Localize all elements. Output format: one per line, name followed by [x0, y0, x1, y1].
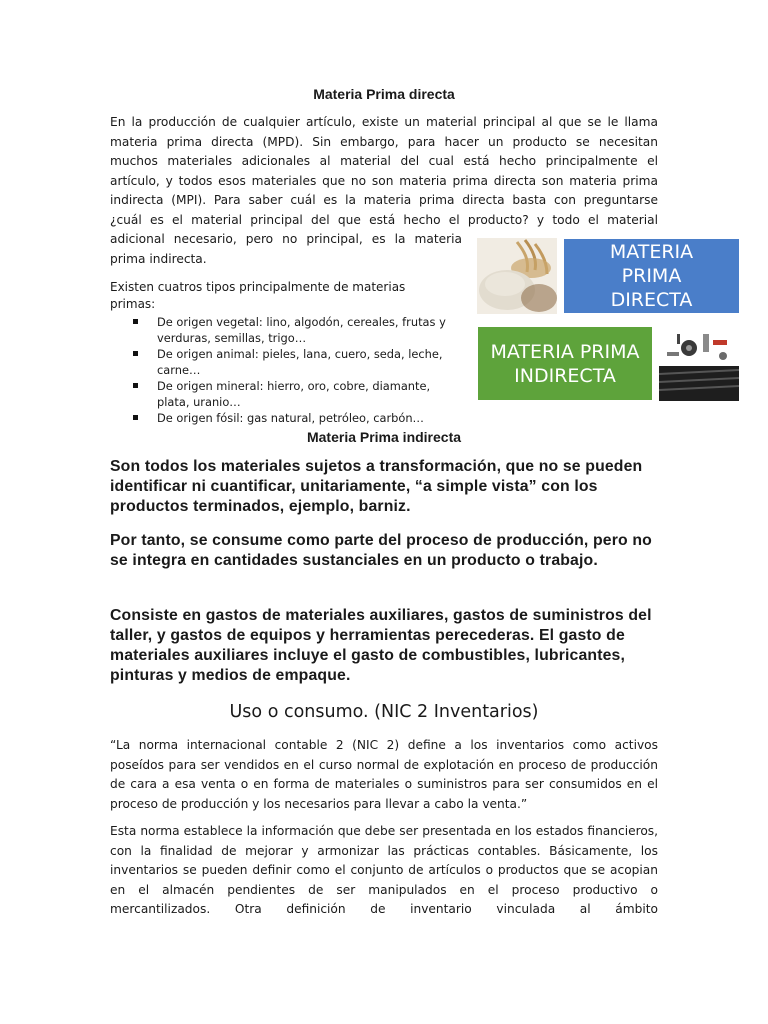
- list-item-text: De origen mineral: hierro, oro, cobre, diamante, plata, uranio…: [157, 379, 431, 409]
- paragraph-line: artículo, y todos esos materiales que no son materia prima directa son materia prima: [110, 173, 658, 188]
- section-title-direct: Materia Prima directa: [313, 86, 455, 102]
- paragraph-line: materia prima directa (MPD). Sin embargo, para hacer un producto se necesitan: [110, 134, 658, 149]
- nic2-paragraph: Esta norma establece la información que debe ser presentada en los estados financieros, con la finalidad de mejorar y armonizar las prácticas contables. Básicamente, los inventarios se pueden definir como el conjunto de artículos o productos que se acopian en el almacén pendientes de ser manipulados en el proceso productivo o mercantilizados. Otra definición de inventario vinculada al ámbito: [110, 824, 658, 916]
- banner-label: MATERIA PRIMA DIRECTA: [609, 241, 694, 311]
- list-item-text: De origen vegetal: lino, algodón, cereales, frutas y verduras, semillas, trigo…: [157, 315, 446, 345]
- banner-label: MATERIA PRIMA INDIRECTA: [490, 340, 640, 387]
- flour-wheat-image: [477, 238, 557, 314]
- supplies-image: [659, 326, 739, 401]
- indirect-paragraph-3: Consiste en gastos de materiales auxiliares, gastos de suministros del taller, y gastos de equipos y herramientas perecederas. El gasto de materiales auxiliares incluye el gasto de combustibles, lubricantes, pinturas y medios de empaque.: [110, 607, 652, 684]
- list-item-text: De origen animal: pieles, lana, cuero, seda, leche, carne…: [157, 347, 443, 377]
- list-item: [133, 346, 451, 378]
- list-item: [133, 410, 451, 426]
- section-title-nic2: Uso o consumo. (NIC 2 Inventarios): [229, 702, 539, 722]
- bullet-icon: [133, 319, 138, 324]
- section-title-indirect: Materia Prima indirecta: [306, 429, 462, 445]
- list-item: [133, 314, 451, 346]
- bullet-icon: [133, 383, 138, 388]
- paragraph-line: prima indirecta.: [110, 251, 207, 266]
- list-item: [133, 378, 451, 410]
- nic2-quote: “La norma internacional contable 2 (NIC 2) define a los inventarios como activos poseídos para ser vendidos en el curso normal de explotación en proceso de producción de cara a esa venta o en forma de materiales o suministros para ser consumidos en el proceso de producción y los necesarios para llevar a cabo la venta.”: [110, 738, 658, 811]
- paragraph-line: muchos materiales adicionales al material del cual está hecho principalmente el: [110, 154, 658, 168]
- indirect-paragraph-2: Por tanto, se consume como parte del proceso de producción, pero no se integra en cantidades sustanciales en un producto o trabajo.: [110, 532, 652, 569]
- banner-materia-prima-indirecta: [478, 327, 652, 400]
- types-list: [133, 314, 451, 426]
- bullet-icon: [133, 351, 138, 356]
- banner-materia-prima-directa: [564, 239, 739, 313]
- indirect-paragraph-1: Son todos los materiales sujetos a transformación, que no se pueden identificar ni cuantificar, unitariamente, “a simple vista” con los productos terminados, ejemplo, barniz.: [110, 458, 643, 515]
- list-item-text: De origen fósil: gas natural, petróleo, carbón…: [157, 411, 424, 425]
- paragraph-line: adicional necesario, pero no principal, es la materia: [110, 232, 462, 246]
- paragraph-line: indirecta (MPI). Para saber cuál es la materia prima directa basta con preguntarse: [110, 193, 658, 207]
- bullet-icon: [133, 415, 138, 420]
- paragraph-line: En la producción de cualquier artículo, existe un material principal al que se le llama: [110, 115, 658, 129]
- paragraph-line: ¿cuál es el material principal del que está hecho el producto? y todo el material: [110, 212, 658, 227]
- types-intro: Existen cuatros tipos principalmente de materias primas:: [110, 280, 406, 311]
